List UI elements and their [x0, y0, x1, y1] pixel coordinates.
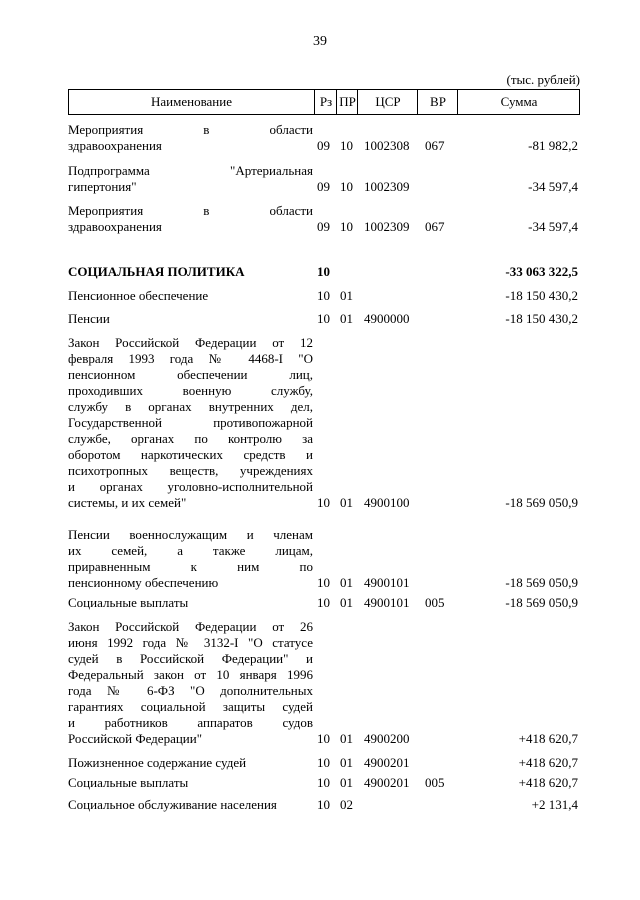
- row-name-line: службе, органах по контролю за: [68, 431, 313, 446]
- row-sum: +2 131,4: [531, 797, 578, 812]
- table-row: [68, 264, 580, 280]
- page-number: 39: [313, 34, 327, 49]
- table-row: [68, 335, 580, 511]
- table-row: [68, 203, 580, 235]
- row-name-line: судей в Российской Федерации" и: [68, 651, 313, 666]
- row-pr: 01: [340, 311, 353, 326]
- row-name-line: Пенсии: [68, 311, 110, 326]
- row-pr: 10: [340, 179, 353, 194]
- row-rz: 09: [317, 138, 330, 153]
- table-row: [68, 527, 580, 591]
- row-name-line: Федеральный закон от 10 января 1996: [68, 667, 313, 682]
- row-sum: +418 620,7: [518, 731, 578, 746]
- row-name-line: и органах уголовно-исполнительной: [68, 479, 313, 494]
- row-name: [68, 755, 313, 771]
- row-rz: 10: [317, 731, 330, 746]
- header-name: Наименование: [151, 94, 232, 109]
- table-row: [68, 797, 580, 813]
- row-sum: -18 150 430,2: [505, 288, 578, 303]
- row-rz: 10: [317, 495, 330, 510]
- row-name: [68, 335, 313, 511]
- row-csr: 4900200: [364, 731, 410, 746]
- row-pr: 01: [340, 731, 353, 746]
- row-sum: -18 569 050,9: [505, 575, 578, 590]
- row-sum: -18 569 050,9: [505, 495, 578, 510]
- row-name-line: приравненным к ним по: [68, 559, 313, 574]
- row-rz: 10: [317, 775, 330, 790]
- row-name: [68, 122, 313, 154]
- row-vr: 067: [425, 219, 445, 234]
- row-vr: 067: [425, 138, 445, 153]
- row-rz: 10: [317, 755, 330, 770]
- row-vr: 005: [425, 775, 445, 790]
- row-rz: 09: [317, 179, 330, 194]
- row-name-line: Закон Российской Федерации от 12: [68, 335, 313, 350]
- row-pr: 10: [340, 219, 353, 234]
- row-name: [68, 311, 313, 327]
- row-name-line: Закон Российской Федерации от 26: [68, 619, 313, 634]
- row-name-line: Социальные выплаты: [68, 775, 189, 790]
- table-row: [68, 755, 580, 771]
- row-name-line: психотропных веществ, учреждениях: [68, 463, 313, 478]
- table-row: [68, 122, 580, 154]
- row-pr: 02: [340, 797, 353, 812]
- row-name-line: оборотом наркотических средств и: [68, 447, 313, 462]
- table-row: [68, 288, 580, 304]
- row-name-line: Пожизненное содержание судей: [68, 755, 247, 770]
- row-name-line: Пенсионное обеспечение: [68, 288, 209, 303]
- row-name-line: пенсионном обеспечении лиц,: [68, 367, 313, 382]
- row-pr: 01: [340, 575, 353, 590]
- table-header: [68, 89, 580, 115]
- row-pr: 01: [340, 288, 353, 303]
- row-sum: -18 150 430,2: [505, 311, 578, 326]
- row-name-line: службу в органах внутренних дел,: [68, 399, 313, 414]
- row-pr: 01: [340, 775, 353, 790]
- row-name: [68, 203, 313, 235]
- row-name-line: Подпрограмма "Артериальная: [68, 163, 313, 178]
- table-row: [68, 775, 580, 791]
- row-pr: 10: [340, 138, 353, 153]
- row-name-line: Социальные выплаты: [68, 595, 189, 610]
- row-pr: 01: [340, 595, 353, 610]
- row-csr: 1002308: [364, 138, 410, 153]
- header-sum: Сумма: [457, 90, 580, 114]
- row-name: [68, 527, 313, 591]
- unit-note: (тыс. рублей): [506, 72, 580, 87]
- row-name-line: здравоохранения: [68, 219, 162, 234]
- row-name: [68, 797, 313, 813]
- row-sum: -34 597,4: [528, 179, 578, 194]
- row-name-line: Пенсии военнослужащим и членам: [68, 527, 313, 542]
- row-sum: -81 982,2: [528, 138, 578, 153]
- row-name-line: Мероприятия в области: [68, 203, 313, 218]
- row-name-line: гипертония": [68, 179, 137, 194]
- row-pr: 01: [340, 755, 353, 770]
- table-row: [68, 619, 580, 747]
- row-name-line: года № 6-ФЗ "О дополнительных: [68, 683, 313, 698]
- row-name: [68, 619, 313, 747]
- row-name-line: их семей, а также лицам,: [68, 543, 313, 558]
- header-rz: Рз: [314, 90, 337, 114]
- row-name-line: Социальное обслуживание населения: [68, 797, 277, 812]
- row-name-line: февраля 1993 года № 4468-I "О: [68, 351, 313, 366]
- header-pr: ПР: [336, 90, 358, 114]
- row-pr: 01: [340, 495, 353, 510]
- row-name: [68, 264, 313, 280]
- row-name-line: июня 1992 года № 3132-I "О статусе: [68, 635, 313, 650]
- row-rz: 10: [317, 311, 330, 326]
- row-name: [68, 288, 313, 304]
- row-csr: 4900101: [364, 595, 410, 610]
- row-rz: 09: [317, 219, 330, 234]
- table-row: [68, 163, 580, 195]
- row-name-line: Государственной противопожарной: [68, 415, 313, 430]
- table-row: [68, 311, 580, 327]
- row-sum: -33 063 322,5: [505, 264, 578, 279]
- row-rz: 10: [317, 288, 330, 303]
- row-name-line: системы, и их семей": [68, 495, 187, 510]
- row-vr: 005: [425, 595, 445, 610]
- row-name: [68, 163, 313, 195]
- table-row: [68, 595, 580, 611]
- header-csr: ЦСР: [357, 90, 418, 114]
- row-rz: 10: [317, 575, 330, 590]
- row-name-line: и работников аппаратов судов: [68, 715, 313, 730]
- row-name-line: СОЦИАЛЬНАЯ ПОЛИТИКА: [68, 264, 245, 279]
- row-sum: +418 620,7: [518, 775, 578, 790]
- row-name-line: Мероприятия в области: [68, 122, 313, 137]
- row-csr: 4900000: [364, 311, 410, 326]
- row-sum: +418 620,7: [518, 755, 578, 770]
- row-rz: 10: [317, 264, 330, 279]
- row-csr: 4900201: [364, 775, 410, 790]
- row-name-line: здравоохранения: [68, 138, 162, 153]
- header-vr: ВР: [417, 90, 458, 114]
- row-name-line: проходивших военную службу,: [68, 383, 313, 398]
- row-name: [68, 775, 313, 791]
- row-csr: 4900100: [364, 495, 410, 510]
- row-sum: -18 569 050,9: [505, 595, 578, 610]
- row-csr: 4900101: [364, 575, 410, 590]
- row-sum: -34 597,4: [528, 219, 578, 234]
- row-name-line: гарантиях социальной защиты судей: [68, 699, 313, 714]
- row-csr: 1002309: [364, 179, 410, 194]
- row-csr: 4900201: [364, 755, 410, 770]
- row-rz: 10: [317, 595, 330, 610]
- row-rz: 10: [317, 797, 330, 812]
- row-name-line: Российской Федерации": [68, 731, 203, 746]
- row-name-line: пенсионному обеспечению: [68, 575, 219, 590]
- row-csr: 1002309: [364, 219, 410, 234]
- row-name: [68, 595, 313, 611]
